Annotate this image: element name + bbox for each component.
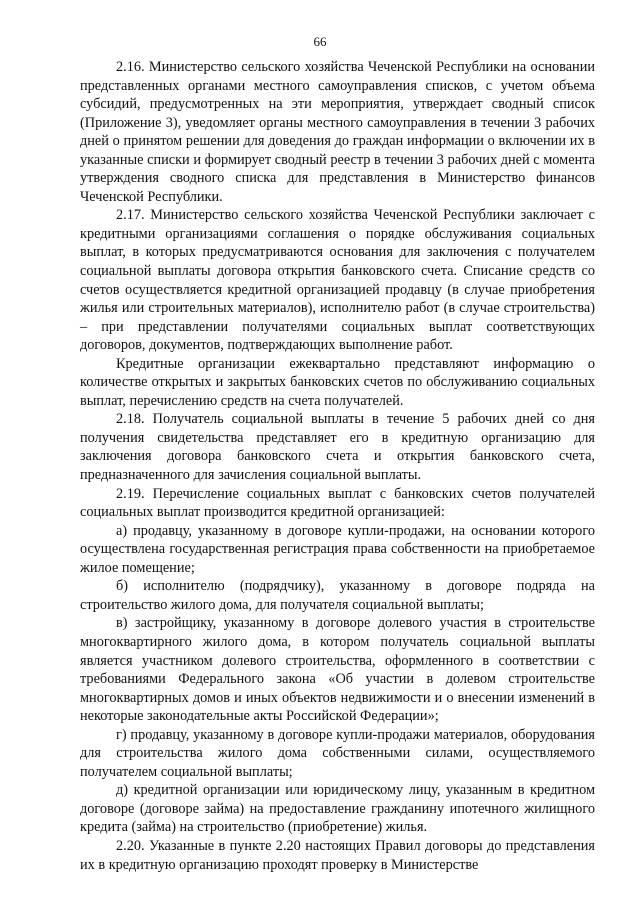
list-item-a: а) продавцу, указанному в договоре купли-продажи, на основании которого осуществлена государственная регистрация права собственности на приобретаемое жилое помещение;	[80, 522, 595, 576]
paragraph-2-17: 2.17. Министерство сельского хозяйства Чеченской Республики заключает с кредитными организациями соглашения о порядке обслуживания социальных выплат, в которых предусматриваются основания для заключения с получателем социальной выплаты договора открытия банковского счета. Списание средств со счетов осуществляется кредитной организацией продавцу (в случае приобретения жилья или строительных материалов), исполнителю работ (в случае строительства) – при представлении получателями социальных выплат соответствующих договоров, документов, подтверждающих выполнение работ.	[80, 207, 595, 354]
list-item-d: д) кредитной организации или юридическому лицу, указанным в кредитном договоре (договоре займа) на предоставление гражданину ипотечного жилищного кредита (займа) на строительство (приобретение) жилья.	[80, 782, 595, 836]
paragraph-credit-organizations: Кредитные организации ежеквартально представляют информацию о количестве открытых и закрытых банковских счетов по обслуживанию социальных выплат, перечислению средств на счета получателей.	[80, 355, 595, 409]
paragraph-2-19: 2.19. Перечисление социальных выплат с банковских счетов получателей социальных выплат производится кредитной организацией:	[80, 485, 595, 521]
page-number: 66	[313, 34, 327, 49]
document-body	[80, 58, 595, 874]
list-item-b: б) исполнителю (подрядчику), указанному в договоре подряда на строительство жилого дома, для получателя социальной выплаты;	[80, 578, 595, 613]
list-item-g: г) продавцу, указанному в договоре купли-продажи материалов, оборудования для строительства жилого дома собственными силами, осуществляемого получателем социальной выплаты;	[80, 726, 595, 780]
list-item-v: в) застройщику, указанному в договоре долевого участия в строительстве многоквартирного жилого дома, в котором получатель социальной выплаты является участником долевого строительства, оформленного в соответствии с требованиями Федерального закона «Об участии в долевом строительстве многоквартирных домов и иных объектов недвижимости и о внесении изменений в некоторые законодательные акты Российской Федерации»;	[80, 615, 595, 725]
paragraph-2-18: 2.18. Получатель социальной выплаты в течение 5 рабочих дней со дня получения свидетельства представляет его в кредитную организацию для заключения договора банковского счета и открытия банковского счета, предназначенного для зачисления социальной выплаты.	[80, 411, 595, 484]
paragraph-2-20: 2.20. Указанные в пункте 2.20 настоящих Правил договоры до представления их в кредитную организацию проходят проверку в Министерстве	[80, 837, 595, 873]
paragraph-2-16: 2.16. Министерство сельского хозяйства Чеченской Республики на основании представленных органами местного самоуправления списков, с учетом объема субсидий, предусмотренных на эти мероприятия, утверждает сводный список (Приложение 3), уведомляет органы местного самоуправления в течении 3 рабочих дней о принятом решении для доведения до граждан информации о включении их в указанные списки и формирует сводный реестр в течении 3 рабочих дней с момента утверждения сводного списка для представления в Министерство финансов Чеченской Республики.	[80, 59, 595, 205]
